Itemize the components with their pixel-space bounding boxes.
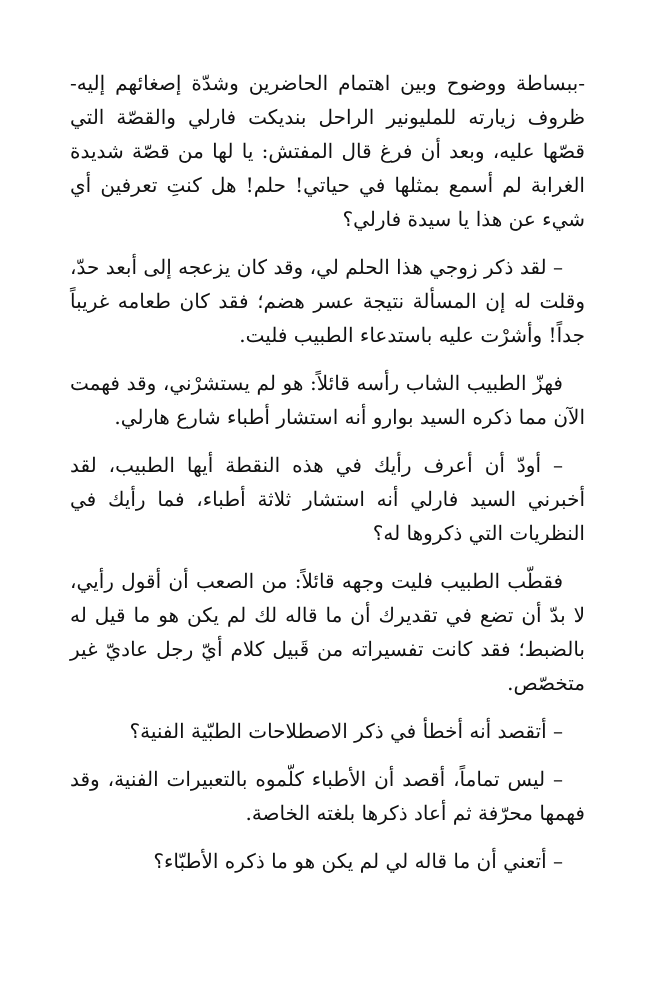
paragraph-1: -ببساطة ووضوح وبين اهتمام الحاضرين وشدّة إصغائهم إليه- ظروف زيارته للمليونير الراحل بنديكت فارلي والقصّة التي قصّها عليه، وبعد أن فرغ قال المفتش: يا لها من قصّة شديدة الغرابة لم أسمع بمثلها في حياتي! حلم! هل كنتِ تعرفين أي شيء عن هذا يا سيدة فارلي؟ xyxy=(70,71,585,231)
paragraph-6: – أتقصد أنه أخطأ في ذكر الاصطلاحات الطبّية الفنية؟ xyxy=(129,719,563,743)
paragraph-2: – لقد ذكر زوجي هذا الحلم لي، وقد كان يزعجه إلى أبعد حدّ، وقلت له إن المسألة نتيجة عسر هضم؛ فقد كان طعامه غريباً جداً! وأشرْت عليه باستدعاء الطبيب فليت. xyxy=(70,255,585,347)
paragraph-5: فقطّب الطبيب فليت وجهه قائلاً: من الصعب أن أقول رأيي، لا بدّ أن تضع في تقديرك أن ما قاله لك لم يكن هو ما قيل له بالضبط؛ فقد كانت تفسيراته من قَبيل كلام أيّ رجل عاديّ غير متخصّص. xyxy=(70,569,585,695)
paragraph-8: – أتعني أن ما قاله لي لم يكن هو ما ذكره الأطبّاء؟ xyxy=(153,849,563,873)
paragraph-3: فهزّ الطبيب الشاب رأسه قائلاً: هو لم يستشرْني، وقد فهمت الآن مما ذكره السيد بوارو أنه استشار أطباء شارع هارلي. xyxy=(70,371,585,429)
paragraph-7: – ليس تماماً، أقصد أن الأطباء كلّموه بالتعبيرات الفنية، وقد فهمها محرّفة ثم أعاد ذكرها بلغته الخاصة. xyxy=(70,767,585,825)
paragraph-4: – أودّ أن أعرف رأيك في هذه النقطة أيها الطبيب، لقد أخبرني السيد فارلي أنه استشار ثلاثة أطباء، فما رأيك في النظريات التي ذكروها له؟ xyxy=(70,453,585,545)
